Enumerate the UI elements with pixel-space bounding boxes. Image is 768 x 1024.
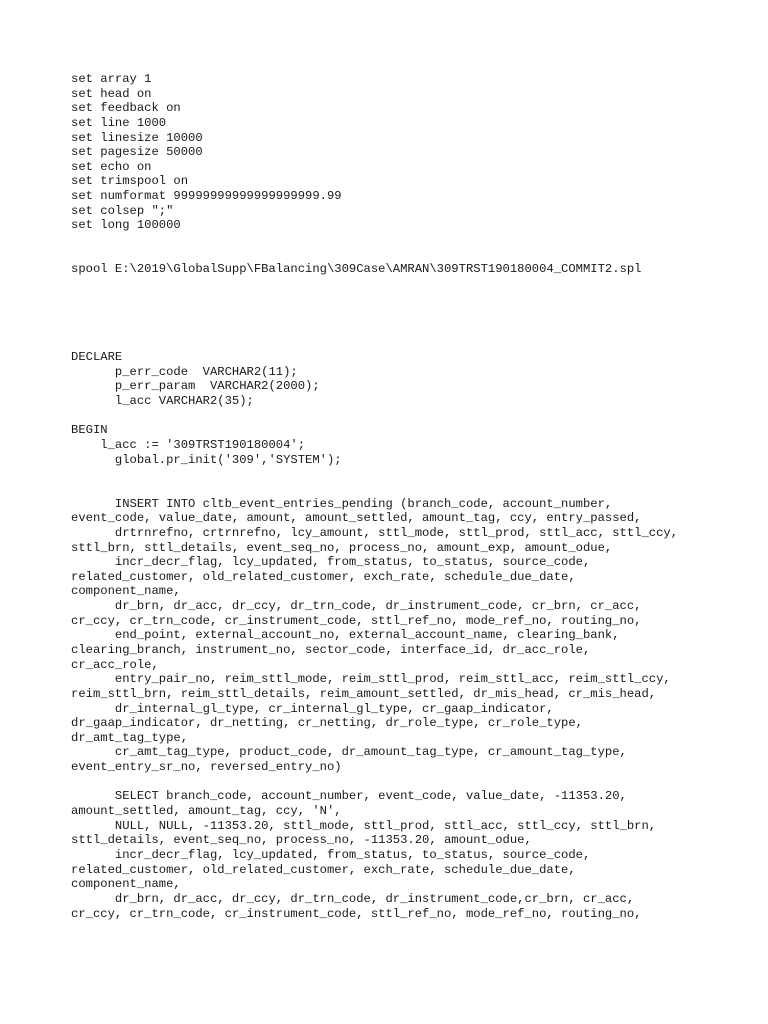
code-line <box>71 467 751 482</box>
code-line: reim_sttl_brn, reim_sttl_details, reim_amount_settled, dr_mis_head, cr_mis_head, <box>71 686 657 701</box>
code-line: set feedback on <box>71 101 181 116</box>
code-line: end_point, external_account_no, external_account_name, clearing_bank, <box>71 628 620 643</box>
code-line <box>71 775 751 790</box>
code-line: clearing_branch, instrument_no, sector_code, interface_id, dr_acc_role, <box>71 642 591 657</box>
code-line <box>71 921 751 936</box>
code-line: p_err_code VARCHAR2(11); <box>71 364 298 379</box>
code-line: amount_settled, amount_tag, ccy, 'N', <box>71 804 342 819</box>
code-line: SELECT branch_code, account_number, event_code, value_date, -11353.20, <box>71 789 627 804</box>
code-line: cr_amt_tag_type, product_code, dr_amount_tag_type, cr_amount_tag_type, <box>71 745 627 760</box>
code-line <box>71 248 751 263</box>
code-line: INSERT INTO cltb_event_entries_pending (branch_code, account_number, <box>71 496 613 511</box>
code-line <box>71 482 751 497</box>
code-line: set line 1000 <box>71 115 167 130</box>
code-line: cr_ccy, cr_trn_code, cr_instrument_code, sttl_ref_no, mode_ref_no, routing_no, <box>71 613 642 628</box>
code-line: global.pr_init('309','SYSTEM'); <box>71 452 342 467</box>
code-line: l_acc := '309TRST190180004'; <box>71 438 306 453</box>
code-line: drtrnrefno, crtrnrefno, lcy_amount, sttl_mode, sttl_prod, sttl_acc, sttl_ccy, <box>71 525 679 540</box>
code-line: dr_brn, dr_acc, dr_ccy, dr_trn_code, dr_instrument_code,cr_brn, cr_acc, <box>71 891 635 906</box>
code-line: dr_amt_tag_type, <box>71 730 189 745</box>
code-line: dr_gaap_indicator, dr_netting, cr_netting, dr_role_type, cr_role_type, <box>71 716 583 731</box>
code-line: component_name, <box>71 584 181 599</box>
code-line: set head on <box>71 86 152 101</box>
code-line: sttl_brn, sttl_details, event_seq_no, process_no, amount_exp, amount_odue, <box>71 540 613 555</box>
code-line: l_acc VARCHAR2(35); <box>71 394 254 409</box>
code-line <box>71 277 751 292</box>
code-line: event_entry_sr_no, reversed_entry_no) <box>71 760 342 775</box>
code-line: dr_internal_gl_type, cr_internal_gl_type, cr_gaap_indicator, <box>71 701 554 716</box>
code-line <box>71 306 751 321</box>
code-line: incr_decr_flag, lcy_updated, from_status, to_status, source_code, <box>71 555 591 570</box>
code-line <box>71 936 751 951</box>
code-line: related_customer, old_related_customer, exch_rate, schedule_due_date, <box>71 569 576 584</box>
code-line: set echo on <box>71 159 152 174</box>
code-line: entry_pair_no, reim_sttl_mode, reim_sttl_prod, reim_sttl_acc, reim_sttl_ccy, <box>71 672 671 687</box>
code-line <box>71 321 751 336</box>
code-line: cr_acc_role, <box>71 657 159 672</box>
code-line <box>71 409 751 424</box>
code-line: event_code, value_date, amount, amount_settled, amount_tag, ccy, entry_passed, <box>71 511 642 526</box>
code-line: DECLARE <box>71 350 123 365</box>
code-line: component_name, <box>71 877 181 892</box>
code-line: set linesize 10000 <box>71 130 203 145</box>
code-line <box>71 336 751 351</box>
code-line: cr_ccy, cr_trn_code, cr_instrument_code, sttl_ref_no, mode_ref_no, routing_no, <box>71 906 642 921</box>
code-line: BEGIN <box>71 423 108 438</box>
code-line: set numformat 99999999999999999999.99 <box>71 189 342 204</box>
code-line: incr_decr_flag, lcy_updated, from_status, to_status, source_code, <box>71 847 591 862</box>
code-line: set array 1 <box>71 72 152 86</box>
code-line <box>71 292 751 307</box>
sql-script-text <box>71 72 751 950</box>
code-line: sttl_details, event_seq_no, process_no, -11353.20, amount_odue, <box>71 833 532 848</box>
code-line: set long 100000 <box>71 218 181 233</box>
code-line: NULL, NULL, -11353.20, sttl_mode, sttl_prod, sttl_acc, sttl_ccy, sttl_brn, <box>71 818 657 833</box>
code-line: spool E:\2019\GlobalSupp\FBalancing\309Case\AMRAN\309TRST190180004_COMMIT2.spl <box>71 262 642 277</box>
code-line: related_customer, old_related_customer, exch_rate, schedule_due_date, <box>71 862 576 877</box>
code-line: p_err_param VARCHAR2(2000); <box>71 379 320 394</box>
code-line: set trimspool on <box>71 174 189 189</box>
code-line: set pagesize 50000 <box>71 145 203 160</box>
code-line <box>71 233 751 248</box>
code-line: dr_brn, dr_acc, dr_ccy, dr_trn_code, dr_instrument_code, cr_brn, cr_acc, <box>71 599 642 614</box>
code-line: set colsep ";" <box>71 203 174 218</box>
